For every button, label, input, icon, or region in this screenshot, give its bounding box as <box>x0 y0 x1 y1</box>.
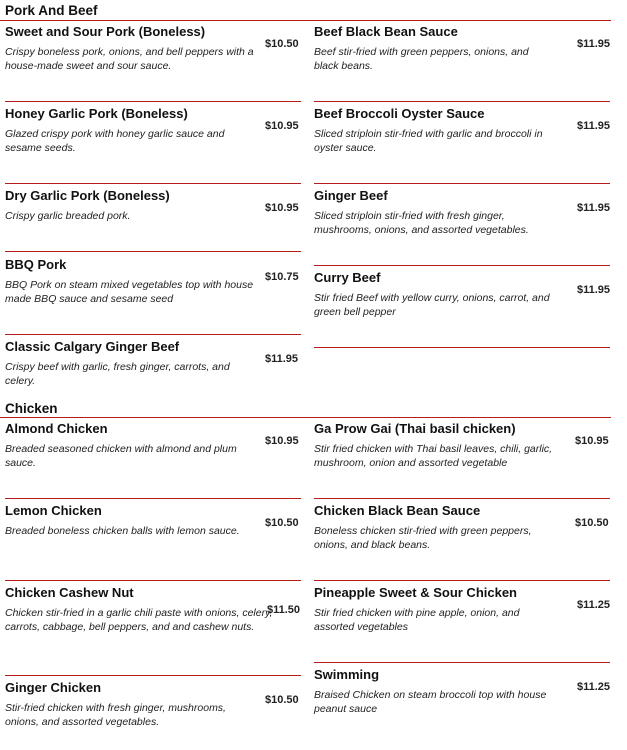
section-divider <box>0 20 611 21</box>
menu-item <box>5 421 299 469</box>
item-name: Curry Beef <box>314 270 381 285</box>
item-description: Braised Chicken on steam broccoli top with house peanut sauce <box>314 689 547 715</box>
item-description: Crispy beef with garlic, fresh ginger, carrots, and celery. <box>5 361 230 387</box>
item-price: $11.95 <box>577 120 611 132</box>
item-divider <box>314 498 610 499</box>
menu-item <box>5 106 299 154</box>
item-price: $10.75 <box>265 271 299 283</box>
item-description: Stir fried chicken with pine apple, onion, and assorted vegetables <box>314 607 520 633</box>
menu-item <box>314 667 611 715</box>
item-price: $11.25 <box>577 681 611 693</box>
menu-item <box>5 585 301 633</box>
menu-item <box>5 24 299 72</box>
item-name: Ga Prow Gai (Thai basil chicken) <box>314 421 516 436</box>
item-name: Pineapple Sweet & Sour Chicken <box>314 585 517 600</box>
item-price: $11.95 <box>577 284 611 296</box>
item-price: $10.95 <box>575 435 609 447</box>
item-description: Beef stir-fried with green peppers, onions, and black beans. <box>314 46 529 72</box>
section-divider <box>0 417 611 418</box>
item-description: Glazed crispy pork with honey garlic sauce and sesame seeds. <box>5 128 225 154</box>
item-name: Dry Garlic Pork (Boneless) <box>5 188 170 203</box>
item-name: Beef Broccoli Oyster Sauce <box>314 106 485 121</box>
item-divider <box>314 265 610 266</box>
item-description: Stir fried Beef with yellow curry, onions, carrot, and green bell pepper <box>314 292 550 318</box>
section-title-chicken: Chicken <box>5 401 58 416</box>
section-title-pork-beef: Pork And Beef <box>5 3 98 18</box>
item-divider <box>314 662 610 663</box>
item-price: $10.95 <box>265 435 299 447</box>
item-price: $11.95 <box>577 38 611 50</box>
item-divider <box>5 101 301 102</box>
item-price: $10.95 <box>265 120 299 132</box>
menu-item <box>314 585 611 633</box>
menu-item <box>314 503 609 551</box>
item-name: Beef Black Bean Sauce <box>314 24 458 39</box>
menu-item <box>314 270 611 318</box>
item-divider <box>5 675 301 676</box>
item-price: $10.50 <box>265 694 299 706</box>
menu-item <box>5 188 299 222</box>
item-name: Swimming <box>314 667 380 682</box>
item-description: Breaded boneless chicken balls with lemon sauce. <box>5 525 240 537</box>
menu-item <box>5 339 299 387</box>
item-name: BBQ Pork <box>5 257 67 272</box>
item-divider <box>314 101 610 102</box>
item-divider <box>5 251 301 252</box>
item-description: Chicken stir-fried in a garlic chili paste with onions, celery, carrots, cabbage, bell peppers, and and cashew nuts. <box>5 607 273 633</box>
item-description: Sliced striploin stir-fried with garlic and broccoli in oyster sauce. <box>314 128 543 154</box>
item-divider <box>314 183 610 184</box>
item-price: $11.95 <box>265 353 299 365</box>
item-divider <box>5 183 301 184</box>
item-price: $11.95 <box>577 202 611 214</box>
item-description: Breaded seasoned chicken with almond and plum sauce. <box>5 443 237 469</box>
item-name: Chicken Cashew Nut <box>5 585 134 600</box>
item-name: Ginger Chicken <box>5 680 102 695</box>
item-price: $10.50 <box>265 517 299 529</box>
item-price: $11.25 <box>577 599 611 611</box>
item-name: Chicken Black Bean Sauce <box>314 503 481 518</box>
item-price: $10.50 <box>265 38 299 50</box>
menu-item <box>314 106 611 154</box>
item-price: $10.95 <box>265 202 299 214</box>
item-description: Sliced striploin stir-fried with fresh ginger, mushrooms, onions, and assorted vegetables. <box>314 210 529 236</box>
item-divider <box>5 498 301 499</box>
menu-item <box>5 503 299 537</box>
item-price: $10.50 <box>575 517 609 529</box>
item-divider <box>314 347 610 348</box>
item-divider <box>5 580 301 581</box>
menu-item <box>314 188 611 236</box>
item-name: Almond Chicken <box>5 421 108 436</box>
item-price: $11.50 <box>267 604 301 616</box>
menu-item <box>5 680 299 728</box>
item-name: Ginger Beef <box>314 188 388 203</box>
item-description: Boneless chicken stir-fried with green peppers, onions, and black beans. <box>314 525 532 551</box>
item-name: Lemon Chicken <box>5 503 102 518</box>
item-divider <box>5 334 301 335</box>
item-name: Sweet and Sour Pork (Boneless) <box>5 24 206 39</box>
item-name: Classic Calgary Ginger Beef <box>5 339 180 354</box>
menu-item <box>5 257 299 305</box>
menu-item <box>314 24 611 72</box>
item-description: BBQ Pork on steam mixed vegetables top with house made BBQ sauce and sesame seed <box>5 279 254 305</box>
item-name: Honey Garlic Pork (Boneless) <box>5 106 188 121</box>
item-description: Crispy boneless pork, onions, and bell peppers with a house-made sweet and sour sauce. <box>5 46 254 72</box>
item-description: Stir-fried chicken with fresh ginger, mushrooms, onions, and assorted vegetables. <box>5 702 226 728</box>
menu-item <box>314 421 609 469</box>
item-divider <box>314 580 610 581</box>
item-description: Crispy garlic breaded pork. <box>5 210 131 222</box>
item-description: Stir fried chicken with Thai basil leaves, chili, garlic, mushroom, onion and assorted vegetable <box>314 443 553 469</box>
